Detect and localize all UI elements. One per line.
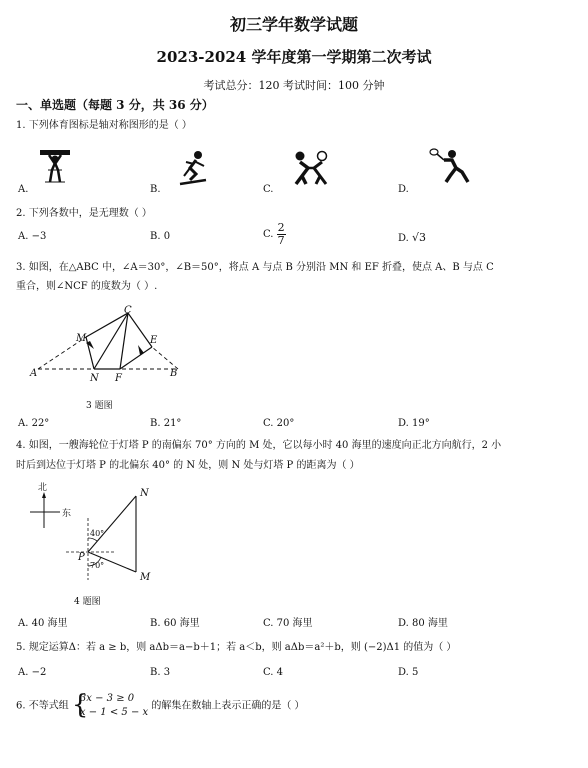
q5-option-a[interactable]: A. −2 (18, 667, 47, 678)
fraction-numerator: 2 (277, 221, 285, 234)
fraction (277, 222, 286, 247)
question-5-stem: 5. 规定运算Δ：若 a ≥ b，则 aΔb＝a−b＋1；若 a＜b，则 aΔb＝a²＋b，则 (−2)Δ1 的值为（ ） (16, 642, 457, 653)
wrestling-icon (290, 150, 334, 186)
q4-option-b[interactable]: B. 60 海里 (150, 618, 200, 629)
figure-3-caption: 3 题图 (86, 401, 113, 411)
q4-option-a[interactable]: A. 40 海里 (18, 618, 68, 629)
q3-option-c[interactable]: C. 20° (263, 418, 295, 429)
brace-icon: { (71, 690, 89, 720)
label-b: B (170, 368, 178, 379)
q3-option-d[interactable]: D. 19° (398, 418, 430, 429)
triangle-fold-figure (28, 303, 184, 385)
label-p: P (78, 552, 85, 563)
section-heading: 一、单选题（每题 3 分，共 36 分） (16, 98, 214, 112)
q3-option-b[interactable]: B. 21° (150, 418, 182, 429)
angle-70-label: 70° (90, 561, 105, 570)
page-title: 初三学年数学试题 (229, 15, 358, 34)
label-north: 北 (38, 483, 48, 493)
fraction-denominator: 7 (277, 234, 285, 247)
lighthouse-bearing-figure (28, 480, 158, 588)
question-2-stem: 2. 下列各数中，是无理数（ ） (16, 208, 152, 219)
question-4-line1: 4. 如图，一艘海轮位于灯塔 P 的南偏东 70° 方向的 M 处，它以每小时 40 海里的速度向正北方向航行，2 小 (16, 440, 502, 451)
q2-option-d-label: D. (398, 233, 409, 244)
q4-option-c[interactable]: C. 70 海里 (263, 618, 313, 629)
q1-option-b[interactable]: B. (150, 184, 161, 195)
inequality-1: 3x − 3 ≥ 0 (79, 693, 135, 704)
angle-40-label: 40° (90, 529, 105, 538)
q1-option-d[interactable]: D. (398, 184, 409, 195)
q1-option-a[interactable]: A. (18, 184, 29, 195)
sqrt-value: √3 (412, 231, 427, 244)
label-f: F (115, 373, 122, 384)
label-c: C (124, 305, 132, 316)
q2-option-c[interactable] (263, 222, 286, 247)
q4-option-d[interactable]: D. 80 海里 (398, 618, 448, 629)
figure-4-caption: 4 题图 (74, 597, 101, 607)
question-3-line1: 3. 如图，在△ABC 中，∠A＝30°，∠B＝50°，将点 A 与点 B 分别沿 MN 和 EF 折叠，使点 A、B 与点 C (16, 262, 494, 273)
question-6-prefix: 6. 不等式组 (16, 700, 69, 712)
inequality-2: x − 1 < 5 − x (79, 707, 149, 718)
exam-subtitle: 2023-2024 学年度第一学期第二次考试 (156, 48, 432, 66)
q5-option-b[interactable]: B. 3 (150, 667, 171, 678)
label-e: E (150, 335, 158, 346)
inequality-system (72, 692, 148, 720)
skiing-icon (176, 150, 210, 188)
q2-option-d[interactable] (398, 231, 426, 244)
label-m: M (76, 333, 87, 344)
question-1-stem: 1. 下列体育图标是轴对称图形的是（ ） (16, 120, 192, 131)
question-3-line2: 重合，则∠NCF 的度数为（ ）. (16, 281, 158, 292)
question-6-suffix: 的解集在数轴上表示正确的是（ ） (151, 700, 305, 712)
q1-option-c[interactable]: C. (263, 184, 274, 195)
weightlifting-icon (40, 148, 70, 184)
label-east: 东 (62, 509, 72, 519)
q2-option-a[interactable]: A. −3 (18, 231, 47, 242)
question-4-line2: 时后到达位于灯塔 P 的北偏东 40° 的 N 处，则 N 处与灯塔 P 的距离为（ ） (16, 460, 360, 471)
label-n: N (90, 373, 99, 384)
q5-option-d[interactable]: D. 5 (398, 667, 419, 678)
q3-option-a[interactable]: A. 22° (18, 418, 50, 429)
exam-info: 考试总分：120 考试时间：100 分钟 (203, 79, 385, 92)
label-m: M (140, 572, 151, 583)
q2-option-c-label: C. (263, 229, 274, 240)
question-6-stem (16, 692, 305, 720)
badminton-icon (428, 148, 472, 184)
q5-option-c[interactable]: C. 4 (263, 667, 284, 678)
label-n: N (140, 488, 149, 499)
label-a: A (30, 368, 38, 379)
q2-option-b[interactable]: B. 0 (150, 231, 171, 242)
